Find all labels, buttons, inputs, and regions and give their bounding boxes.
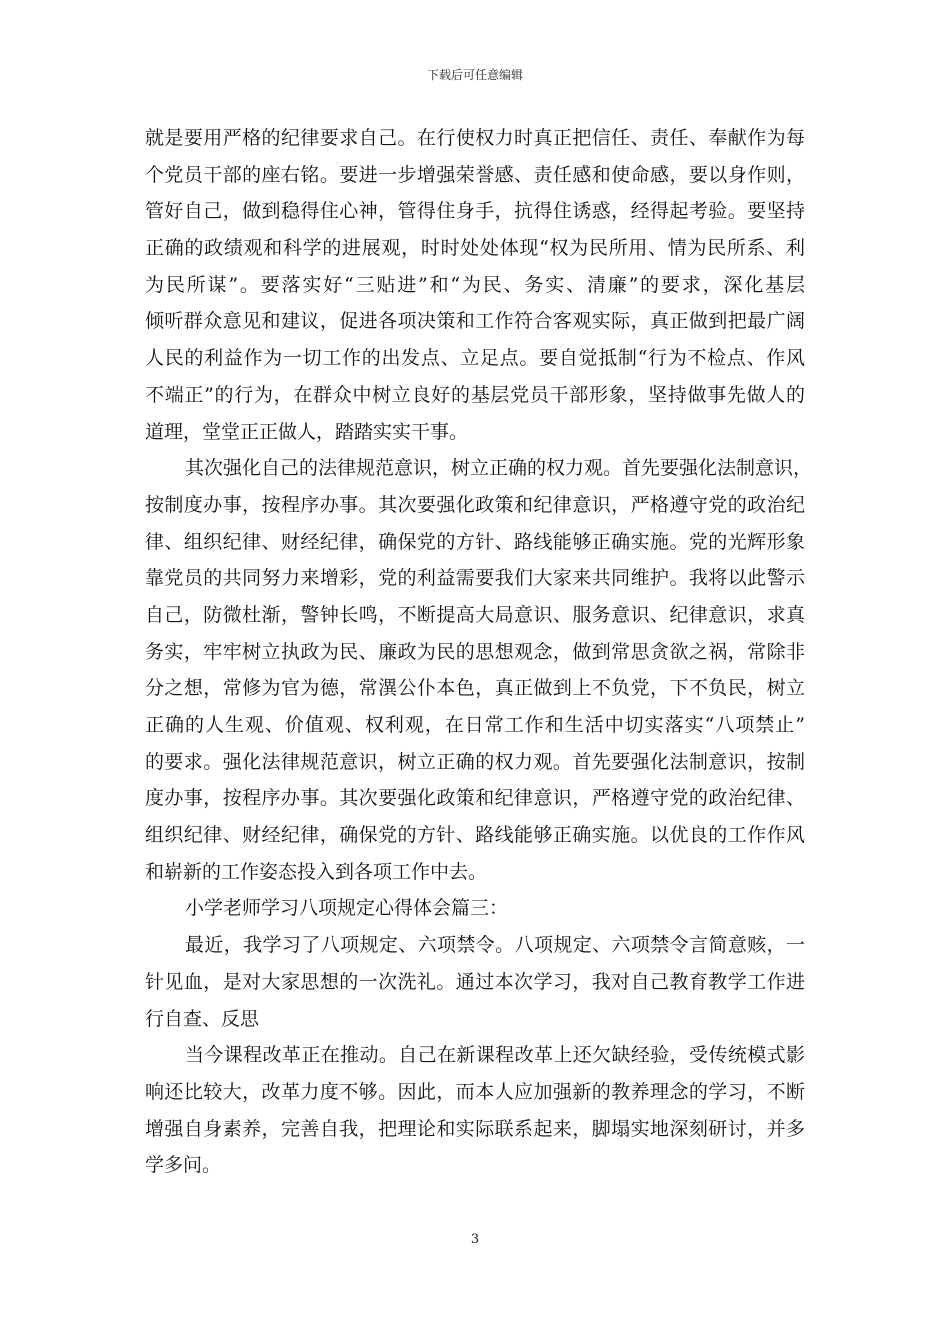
text-line: 组织纪律、财经纪律，确保党的方针、路线能够正确实施。以优良的工作作风 bbox=[145, 824, 805, 847]
text-line: 小学老师学习八项规定心得体会篇三： bbox=[185, 897, 509, 920]
text-line: 道理，堂堂正正做人，踏踏实实干事。 bbox=[145, 420, 469, 443]
text-line: 和崭新的工作姿态投入到各项工作中去。 bbox=[145, 860, 488, 883]
text-line: 人民的利益作为一切工作的出发点、立足点。要自觉抵制“行为不检点、作风 bbox=[145, 347, 805, 370]
text-line: 管好自己，做到稳得住心神，管得住身手，抗得住诱惑，经得起考验。要坚持 bbox=[145, 200, 805, 223]
text-line: 的要求。强化法律规范意识，树立正确的权力观。首先要强化法制意识，按制 bbox=[145, 750, 805, 773]
text-line: 响还比较大，改革力度不够。因此，而本人应加强新的教养理念的学习，不断 bbox=[145, 1080, 805, 1103]
text-line: 最近，我学习了八项规定、六项禁令。八项规定、六项禁令言简意赅，一 bbox=[185, 934, 805, 957]
text-line: 其次强化自己的法律规范意识，树立正确的权力观。首先要强化法制意识， bbox=[185, 457, 813, 480]
text-line: 个党员干部的座右铭。要进一步增强荣誉感、责任感和使命感，要以身作则， bbox=[145, 163, 805, 186]
text-line: 行自查、反思 bbox=[145, 1007, 260, 1030]
text-line: 律、组织纪律、财经纪律，确保党的方针、路线能够正确实施。党的光辉形象 bbox=[145, 530, 805, 553]
text-line: 学多问。 bbox=[145, 1154, 222, 1177]
text-line: 自己，防微杜渐，警钟长鸣，不断提高大局意识、服务意识、纪律意识，求真 bbox=[145, 603, 805, 626]
document-body bbox=[145, 120, 813, 1184]
text-line: 分之想，常修为官为德，常潩公仆本色，真正做到上不负党，下不负民，树立 bbox=[145, 677, 805, 700]
text-line: 为民所谋”。要落实好“三贴进”和“为民、务实、清廉”的要求，深化基层 bbox=[145, 273, 805, 296]
text-line: 针见血，是对大家思想的一次洗礼。通过本次学习，我对自己教育教学工作进 bbox=[145, 970, 805, 993]
text-line: 就是要用严格的纪律要求自己。在行使权力时真正把信任、责任、奉献作为每 bbox=[145, 127, 805, 149]
text-line: 按制度办事，按程序办事。其次要强化政策和纪律意识，严格遵守党的政治纪 bbox=[145, 493, 805, 516]
text-line: 正确的政绩观和科学的进展观，时时处处体现“权为民所用、情为民所系、利 bbox=[145, 237, 805, 260]
page-number: 3 bbox=[470, 1232, 480, 1247]
text-line: 倾听群众意见和建议，促进各项决策和工作符合客观实际，真正做到把最广阔 bbox=[145, 310, 805, 333]
text-line: 不端正”的行为，在群众中树立良好的基层党员干部形象，坚持做事先做人的 bbox=[145, 383, 805, 406]
text-line: 增强自身素养，完善自我，把理论和实际联系起来，脚塌实地深刻研讨，并多 bbox=[145, 1117, 805, 1140]
text-line: 务实，牢牢树立执政为民、廉政为民的思想观念，做到常思贪欲之祸，常除非 bbox=[145, 640, 805, 663]
page-header: 下载后可任意编辑 bbox=[426, 68, 523, 82]
text-line: 度办事，按程序办事。其次要强化政策和纪律意识，严格遵守党的政治纪律、 bbox=[145, 787, 805, 810]
text-line: 当今课程改革正在推动。自己在新课程改革上还欠缺经验，受传统模式影 bbox=[185, 1044, 805, 1067]
text-line: 靠党员的共同努力来增彩，党的利益需要我们大家来共同维护。我将以此警示 bbox=[145, 567, 805, 590]
text-line: 正确的人生观、价值观、权利观，在日常工作和生活中切实落实“八项禁止” bbox=[145, 714, 805, 736]
